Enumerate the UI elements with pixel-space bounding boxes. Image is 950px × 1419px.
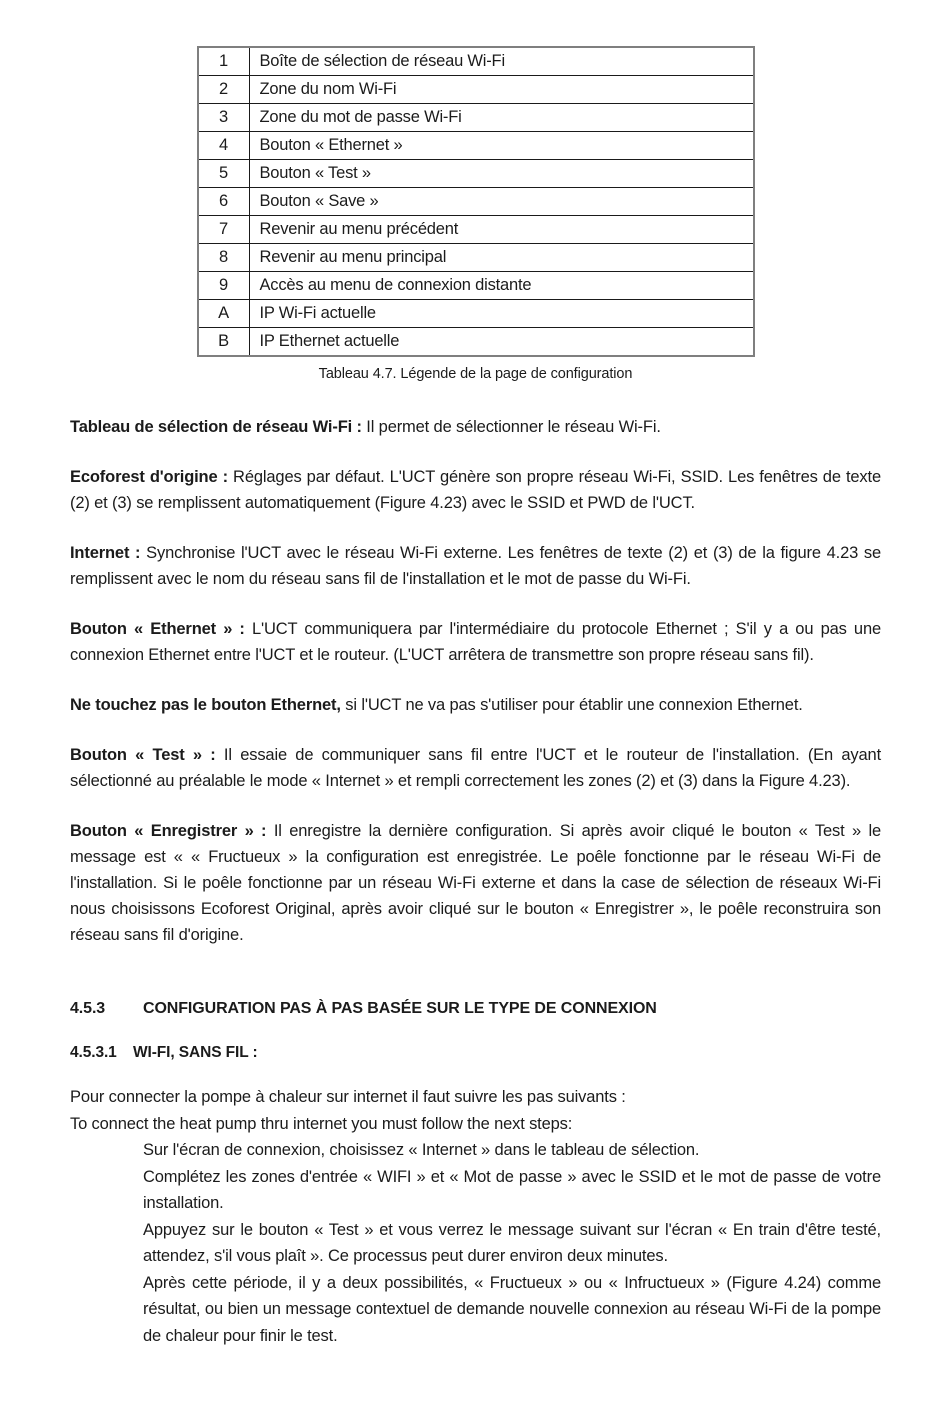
paragraph-body: Il essaie de communiquer sans fil entre l'UCT et le routeur de l'installation. (En ayant sélectionné au préalable le mode « Internet » et rempli correctement les zones (2) et (3) dans la Figure 4.23). bbox=[70, 746, 881, 790]
step-item: Complétez les zones d'entrée « WIFI » et « Mot de passe » avec le SSID et le mot de passe de votre installation. bbox=[143, 1167, 881, 1212]
step-item: Sur l'écran de connexion, choisissez « Internet » dans le tableau de sélection. bbox=[143, 1141, 700, 1159]
section-title: CONFIGURATION PAS À PAS BASÉE SUR LE TYPE DE CONNEXION bbox=[143, 1000, 657, 1017]
table-row bbox=[198, 132, 754, 160]
table-row bbox=[198, 76, 754, 104]
table-row bbox=[198, 328, 754, 357]
intro-line-french: Pour connecter la pompe à chaleur sur internet il faut suivre les pas suivants : bbox=[70, 1088, 626, 1106]
table-row bbox=[198, 244, 754, 272]
row-label-cell: IP Ethernet actuelle bbox=[249, 328, 754, 357]
row-number-cell: B bbox=[198, 328, 250, 357]
section-number: 4.5.3.1 bbox=[70, 1044, 117, 1061]
row-label-cell: Revenir au menu précédent bbox=[249, 216, 754, 244]
row-number-cell: 4 bbox=[198, 132, 250, 160]
paragraph-body: Il enregistre la dernière configuration. Si après avoir cliqué le bouton « Test » le message est « « Fructueux » la configuration est enregistrée. Le poêle fonctionne par le réseau Wi-Fi de l'installation. Si le poêle fonctionne par un réseau Wi-Fi externe et dans la case de sélection de réseaux Wi-Fi nous choisissons Ecoforest Original, après avoir cliqué sur le bouton « Enregistrer », le poêle reconstruira son réseau sans fil d'origine. bbox=[70, 822, 881, 944]
paragraph-lead: Ne touchez pas le bouton Ethernet, bbox=[70, 696, 341, 714]
paragraph-lead: Bouton « Test » : bbox=[70, 746, 216, 764]
row-number-cell: 1 bbox=[198, 47, 250, 76]
row-number-cell: A bbox=[198, 300, 250, 328]
row-label-cell: Zone du nom Wi-Fi bbox=[249, 76, 754, 104]
paragraph-test-button bbox=[70, 742, 881, 794]
section-heading-4-5-3 bbox=[70, 1000, 881, 1018]
table-row bbox=[198, 300, 754, 328]
row-label-cell: Bouton « Ethernet » bbox=[249, 132, 754, 160]
paragraph-lead: Bouton « Enregistrer » : bbox=[70, 822, 267, 840]
paragraph-body: L'UCT communiquera par l'intermédiaire du protocole Ethernet ; S'il y a ou pas une connexion Ethernet entre l'UCT et le routeur. (L'UCT arrêtera de transmettre son propre réseau sans fil). bbox=[70, 620, 882, 664]
table-row bbox=[198, 160, 754, 188]
table-row bbox=[198, 104, 754, 132]
section-number: 4.5.3 bbox=[70, 1000, 106, 1017]
paragraph-body: si l'UCT ne va pas s'utiliser pour établir une connexion Ethernet. bbox=[340, 696, 803, 714]
row-label-cell: Bouton « Save » bbox=[249, 188, 754, 216]
paragraph-body: Il permet de sélectionner le réseau Wi-Fi. bbox=[361, 418, 661, 436]
paragraph-lead: Ecoforest d'origine : bbox=[70, 468, 228, 486]
paragraph-body: Réglages par défaut. L'UCT génère son propre réseau Wi-Fi, SSID. Les fenêtres de texte (2) et (3) se remplissent automatiquement (Figure 4.23) avec le SSID et PWD de l'UCT. bbox=[70, 468, 881, 512]
intro-lines bbox=[70, 1084, 881, 1137]
row-label-cell: Revenir au menu principal bbox=[249, 244, 754, 272]
row-number-cell: 6 bbox=[198, 188, 250, 216]
row-label-cell: Accès au menu de connexion distante bbox=[249, 272, 754, 300]
table-row bbox=[198, 188, 754, 216]
section-heading-4-5-3-1 bbox=[70, 1044, 881, 1062]
row-number-cell: 3 bbox=[198, 104, 250, 132]
table-row bbox=[198, 272, 754, 300]
paragraph-wifi-selection-table bbox=[70, 414, 881, 440]
table-row bbox=[198, 47, 754, 76]
paragraph-ecoforest-origin bbox=[70, 464, 881, 516]
paragraph-ethernet-button bbox=[70, 616, 881, 668]
row-number-cell: 2 bbox=[198, 76, 250, 104]
paragraph-lead: Tableau de sélection de réseau Wi-Fi : bbox=[70, 418, 362, 436]
step-item: Après cette période, il y a deux possibilités, « Fructueux » ou « Infructueux » (Figure 4.24) comme résultat, ou bien un message contextuel de demande nouvelle connexion au réseau Wi-Fi de la pompe de chaleur pour finir le test. bbox=[143, 1273, 881, 1345]
step-item: Appuyez sur le bouton « Test » et vous verrez le message suivant sur l'écran « En train d'être testé, attendez, s'il vous plaît ». Ce processus peut durer environ deux minutes. bbox=[143, 1220, 881, 1265]
steps-list bbox=[70, 1137, 881, 1349]
legend-table bbox=[197, 46, 755, 357]
row-number-cell: 9 bbox=[198, 272, 250, 300]
paragraph-body: Synchronise l'UCT avec le réseau Wi-Fi externe. Les fenêtres de texte (2) et (3) de la figure 4.23 se remplissent avec le nom du réseau sans fil de l'installation et le mot de passe du Wi-Fi. bbox=[70, 544, 881, 588]
row-label-cell: Boîte de sélection de réseau Wi-Fi bbox=[249, 47, 754, 76]
table-caption: Tableau 4.7. Légende de la page de configuration bbox=[318, 366, 633, 382]
row-number-cell: 7 bbox=[198, 216, 250, 244]
paragraph-internet bbox=[70, 540, 881, 592]
section-title: WI-FI, SANS FIL : bbox=[133, 1044, 258, 1061]
paragraph-save-button bbox=[70, 818, 881, 948]
row-label-cell: Bouton « Test » bbox=[249, 160, 754, 188]
paragraph-lead: Internet : bbox=[70, 544, 141, 562]
row-number-cell: 5 bbox=[198, 160, 250, 188]
paragraph-ethernet-warning bbox=[70, 692, 881, 718]
intro-line-english: To connect the heat pump thru internet you must follow the next steps: bbox=[70, 1114, 573, 1133]
row-number-cell: 8 bbox=[198, 244, 250, 272]
row-label-cell: IP Wi-Fi actuelle bbox=[249, 300, 754, 328]
table-row bbox=[198, 216, 754, 244]
paragraph-lead: Bouton « Ethernet » : bbox=[70, 620, 245, 638]
row-label-cell: Zone du mot de passe Wi-Fi bbox=[249, 104, 754, 132]
